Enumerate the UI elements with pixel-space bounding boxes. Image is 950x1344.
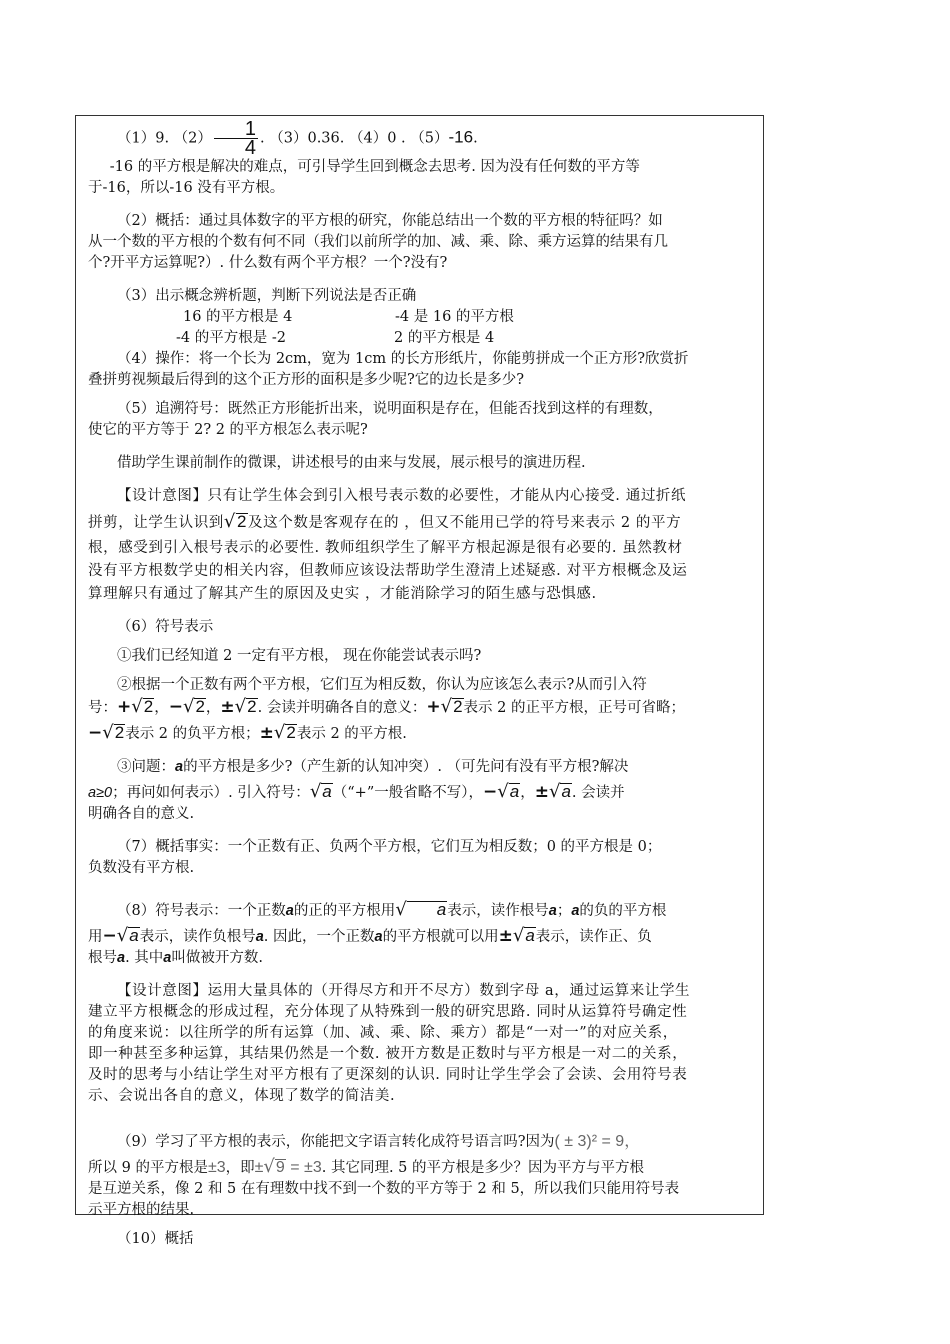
question-line: ③问题：a的平方根是多少?（产生新的认知冲突）. （可先问有没有平方根?解决 [117,759,629,775]
text-line: 明确各自的意义. [88,806,195,822]
symbol-line: 根号a. 其中a叫做被开方数. [88,950,263,966]
symbol-line: 号：+√2，−√2，±√2. 会读并明确各自的意义：+√2表示 2 的正平方根，正号可省略； [88,696,685,717]
text-line: 使它的平方等于 2? 2 的平方根怎么表示呢? [88,422,368,438]
text-line: （6）符号表示 [117,619,214,635]
text-line: 及时的思考与小结让学生对平方根有了更深刻的认识. 同时让学生学会了会读、会用符号表 [88,1067,688,1083]
text-line: -16 的平方根是解决的难点，可引导学生回到概念去思考. 因为没有任何数的平方等 [109,159,640,175]
symbol-line: 用−√a表示，读作负根号a. 因此，一个正数a的平方根就可以用±√a表示，读作正、负 [88,925,652,946]
text-line: （10）概括 [117,1231,194,1247]
text-line: （2）概括：通过具体数字的平方根的研究，你能总结出一个数的平方根的特征吗？如 [117,213,663,229]
text-line: （7）概括事实：一个正数有正、负两个平方根，它们互为相反数；0 的平方根是 0； [117,839,662,855]
text-line: （5）追溯符号：既然正方形能折出来，说明面积是存在，但能否找到这样的有理数， [117,401,663,417]
equation-line: （9）学习了平方根的表示，你能把文字语言转化成符号语言吗?因为( ± 3)² = 9， [117,1133,641,1150]
answers-line: （1）9. （2） $\frac{1}{4}$ . （3）0.36. （4）0 . （5）-16. [117,118,478,159]
text-line: 的角度来说：以往所学的所有运算（加、减、乘、除、乘方）都是“一对一”的对应关系， [88,1025,678,1041]
text-line: 即一种甚至多种运算，其结果仍然是一个数. 被开方数是正数时与平方根是一对二的关系， [88,1046,688,1062]
text-line: （4）操作：将一个长为 2cm，宽为 1cm 的长方形纸片，你能剪拼成一个正方形?欣赏折 [117,351,689,367]
text-line: 是互逆关系，像 2 和 5 在有理数中找不到一个数的平方等于 2 和 5，所以我们只能用符号表 [88,1181,680,1197]
text-line: （3）出示概念辨析题，判断下列说法是否正确 [117,288,417,304]
text-line: 建立平方根概念的形成过程，充分体现了从特殊到一般的研究思路. 同时从运算符号确定性 [88,1004,688,1020]
text-line: 算理解只有通过了解其产生的原因及史实 ，才能消除学习的陌生感与恐惧感. [88,586,597,602]
document-body [88,118,756,1250]
design-intent-2: 【设计意图】运用大量具体的（开得尽方和开不尽方）数到字母 a，通过运算来让学生 [117,983,691,999]
text-line: ②根据一个正数有两个平方根，它们互为相反数，你认为应该怎么表示?从而引入符 [117,677,647,693]
text-line: 拼剪，让学生认识到√2及这个数是客观存在的 ，但又不能用已学的符号来表示 2 的平方 [88,511,682,532]
judgment-row: 16 的平方根是 4 -4 是 16 的平方根 [183,309,514,325]
text-line: 于-16，所以-16 没有平方根。 [88,180,285,196]
text-line: ①我们已经知道 2 一定有平方根， 现在你能尝试表示吗? [117,648,482,664]
fraction-one-quarter: $\frac{1}{4}$ [214,120,258,157]
judgment-row: -4 的平方根是 -2 2 的平方根是 4 [176,330,495,346]
text-line: 叠拼剪视频最后得到的这个正方形的面积是多少呢?它的边长是多少? [88,372,525,388]
text-line: 负数没有平方根. [88,860,195,876]
text-line: 示、会说出各自的意义，体现了数学的简洁美. [88,1088,396,1104]
symbol-line: −√2表示 2 的负平方根；±√2表示 2 的平方根. [88,722,407,743]
text-line: 借助学生课前制作的微课，讲述根号的由来与发展，展示根号的演进历程. [117,455,586,471]
symbol-line: a≥0；再问如何表示）. 引入符号：√a（“+”一般省略不写），−√a，±√a. 会读并 [88,781,625,802]
text-line: 示平方根的结果. [88,1202,195,1218]
text-line: 根，感受到引入根号表示的必要性. 教师组织学生了解平方根起源是很有必要的. 虽然教材 [88,540,683,556]
text-line: 从一个数的平方根的个数有何不同（我们以前所学的加、减、乘、除、乘方运算的结果有几 [88,234,668,250]
text-line: 没有平方根数学史的相关内容，但教师应该设法帮助学生澄清上述疑惑. 对平方根概念及运 [88,563,688,579]
symbol-line: （8）符号表示：一个正数a的正的平方根用√ a表示，读作根号a；a的负的平方根 [117,899,667,920]
text-line: 个?开平方运算呢?）. 什么数有两个平方根？一个?没有? [88,255,448,271]
design-intent-1: 【设计意图】只有让学生体会到引入根号表示数的必要性，才能从内心接受. 通过折纸 [117,488,687,504]
equation-line: 所以 9 的平方根是±3，即±√9 = ±3. 其它同理. 5 的平方根是多少？因为平方与平方根 [88,1156,645,1177]
